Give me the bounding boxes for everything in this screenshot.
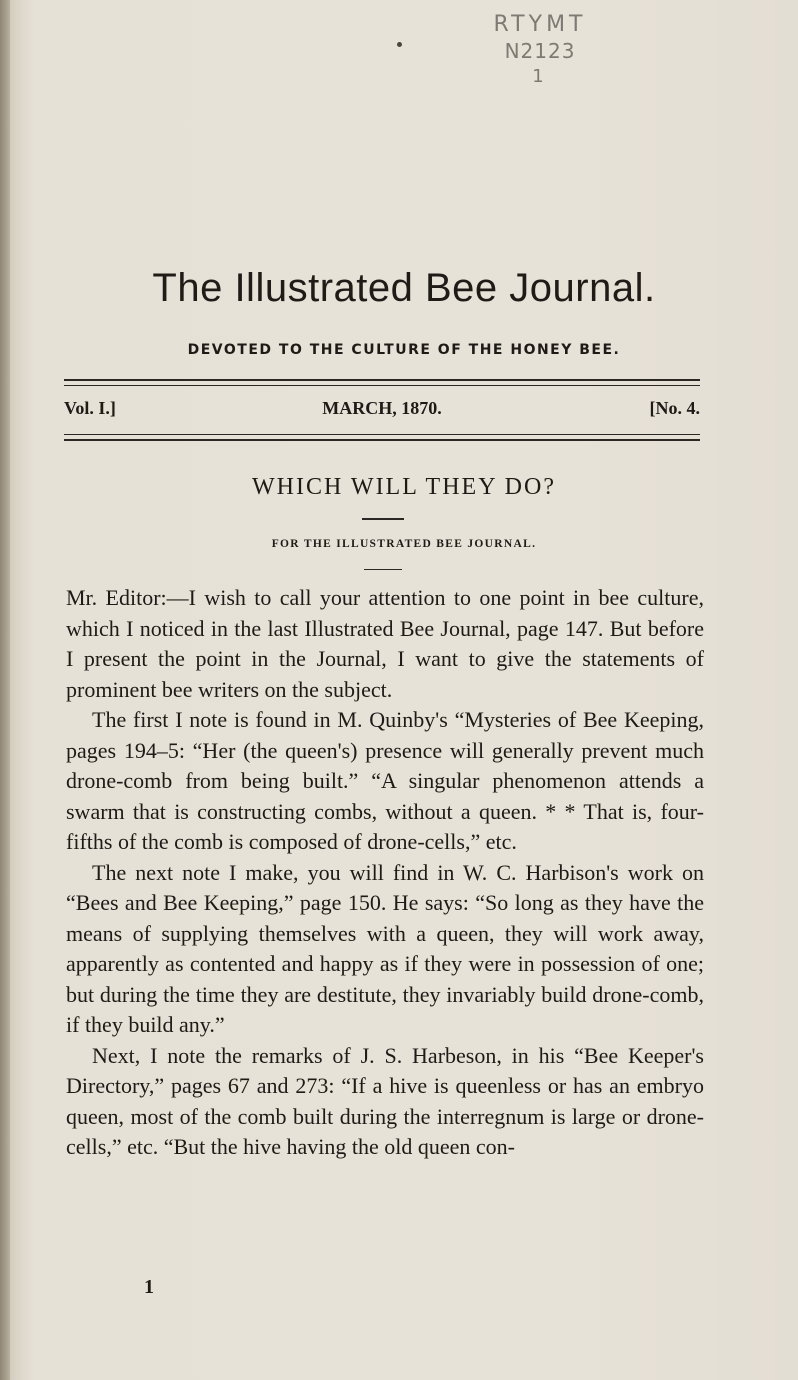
issue-date: MARCH, 1870. <box>322 398 442 418</box>
article-paragraph: Mr. Editor:—I wish to call your attention to one point in bee culture, which I noticed in the last Illustrated Bee Journal, page 147. But before I present the point in the Journal, I want to give the statements of prominent bee writers on the subject. <box>66 585 704 702</box>
volume-label: Vol. I.] <box>64 398 116 418</box>
article-byline: FOR THE ILLUSTRATED BEE JOURNAL. <box>271 538 537 550</box>
article-paragraph: The next note I make, you will find in W. C. Harbison's work on “Bees and Bee Keeping,” page 150. He says: “So long as they have the means of supplying themselves with a queen, they will work away, apparently as contented and happy as if they were in possession of one; but during the time they are destitute, they invariably build drone-comb, if they build any.” <box>66 859 704 1037</box>
pencil-note-line-1: RTYMT <box>493 12 587 37</box>
byline-separator <box>364 569 402 570</box>
dateline-rule-thin <box>64 434 700 435</box>
pencil-note-line-2: N2123 <box>504 39 576 63</box>
title-separator <box>362 518 404 520</box>
issue-dateline <box>64 398 700 424</box>
pencil-accession-note <box>470 12 610 90</box>
masthead-rule-top <box>64 379 700 381</box>
article-paragraph: The first I note is found in M. Quinby's “Mysteries of Bee Keeping, pages 194–5: “Her (the queen's) presence will generally prevent much drone-comb from being built.” “A singular phenomenon attends a swarm that is constructing combs, without a queen. * * That is, four-fifths of the comb is composed of drone-cells,” etc. <box>66 707 704 854</box>
article-paragraph: Next, I note the remarks of J. S. Harbeson, in his “Bee Keeper's Directory,” pages 67 and 273: “If a hive is queenless or has an embryo queen, most of the comb built during the interregnum is large or drone-cells,” etc. “But the hive having the old queen con- <box>66 1042 704 1159</box>
masthead-rule-top-thin <box>64 385 700 386</box>
dateline-rule-bottom <box>64 439 700 441</box>
pencil-note-line-3: 1 <box>532 66 548 87</box>
issue-number: [No. 4. <box>649 398 700 418</box>
ink-dot <box>397 42 402 47</box>
article-body <box>66 583 704 1163</box>
journal-tagline: DEVOTED TO THE CULTURE OF THE HONEY BEE. <box>187 342 621 358</box>
article-title: WHICH WILL THEY DO? <box>252 474 556 500</box>
page-spine-edge <box>0 0 10 1380</box>
journal-masthead: The Illustrated Bee Journal. <box>152 266 656 310</box>
signature-mark: 1 <box>144 1276 154 1298</box>
